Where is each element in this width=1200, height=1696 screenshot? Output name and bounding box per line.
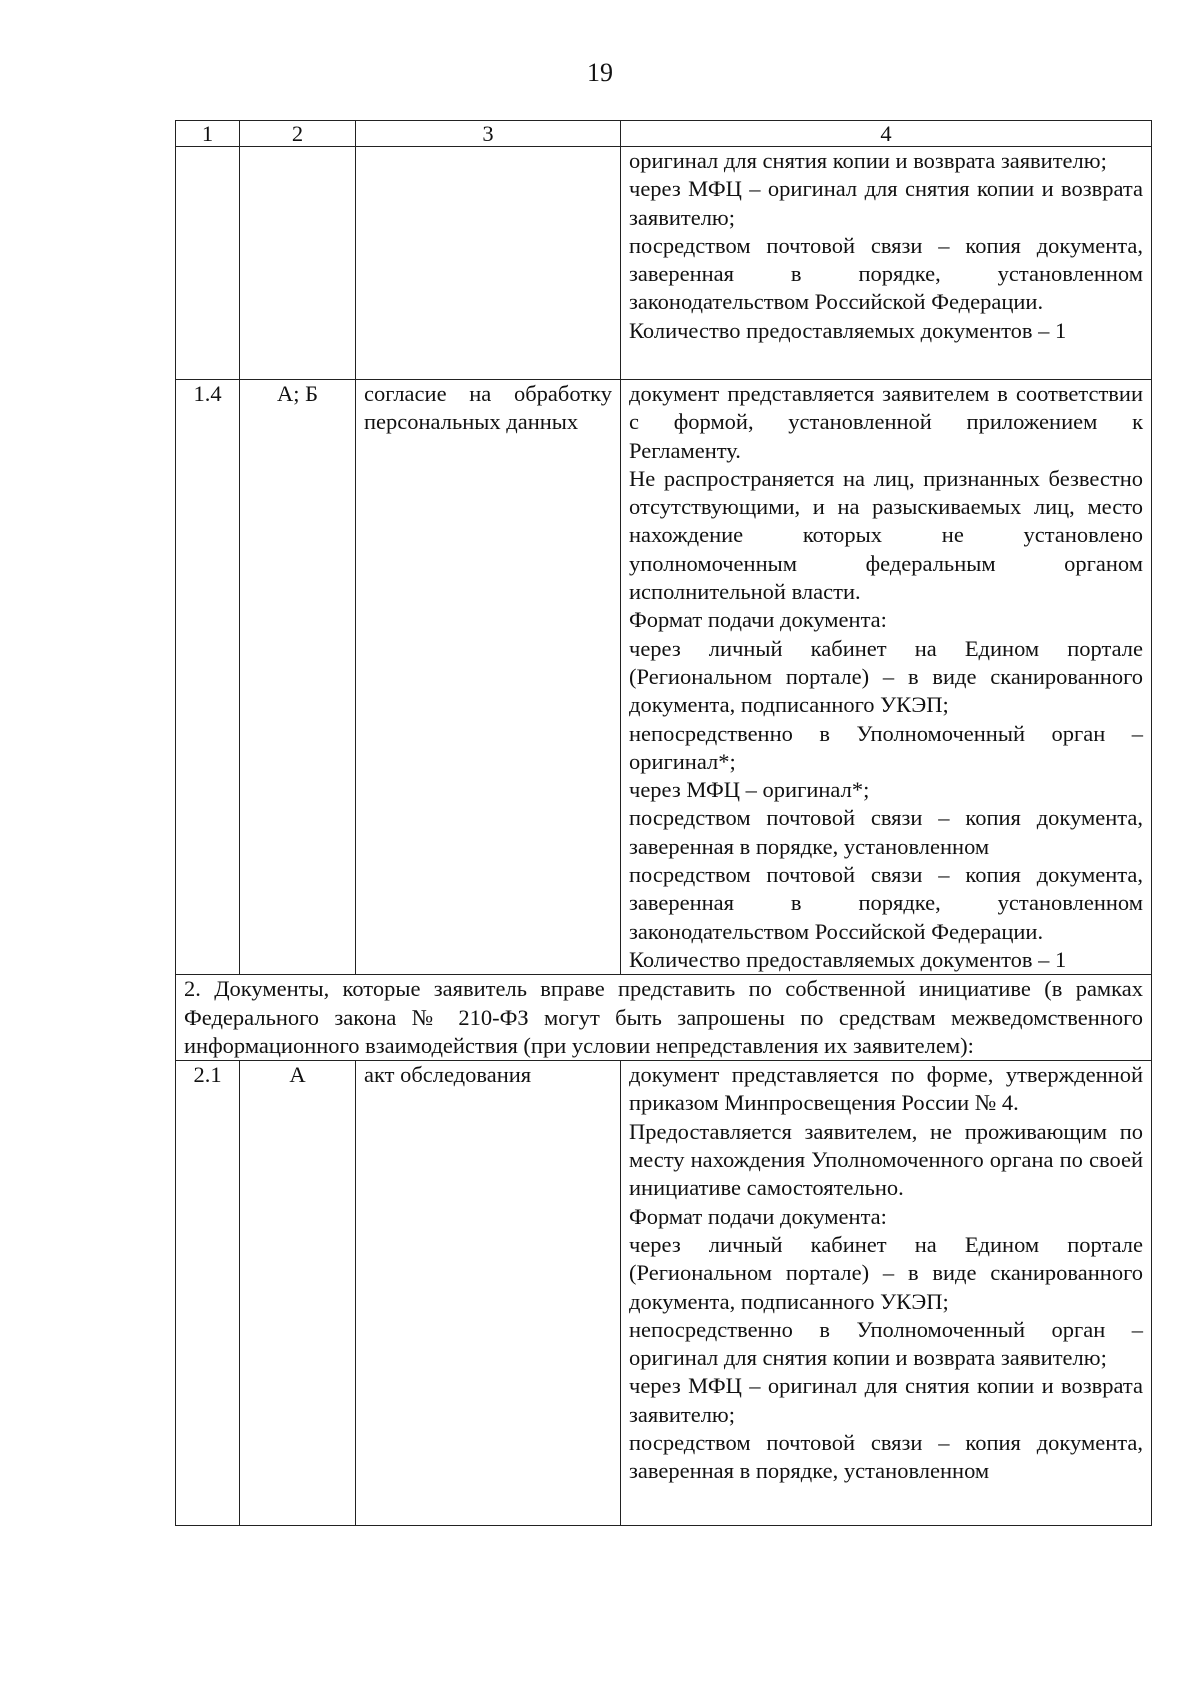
detail-line: посредством почтовой связи – копия документа, заверенная в порядке, установленном — [629, 805, 1143, 859]
table-row — [176, 1061, 1152, 1526]
detail-line: через МФЦ – оригинал для снятия копии и возврата заявителю; — [629, 1373, 1143, 1427]
detail-line: посредством почтовой связи – копия документа, заверенная в порядке, установленном законодательством Российской Федерации. — [629, 232, 1143, 315]
header-col-3: 3 — [356, 121, 621, 147]
detail-line: Формат подачи документа: — [629, 1203, 887, 1229]
row-number: 2.1 — [176, 1061, 240, 1526]
detail-line: через МФЦ – оригинал*; — [629, 777, 870, 803]
submission-details — [621, 147, 1152, 380]
header-col-1: 1 — [176, 121, 240, 147]
detail-line: Количество предоставляемых документов – 1 — [629, 946, 1067, 972]
table-row — [176, 380, 1152, 975]
detail-line: Не распространяется на лиц, признанных безвестно отсутствующими, и на разыскиваемых лиц, место нахождение которых не установлено уполномоченным федеральным органом исполнительной власти. — [629, 465, 1143, 605]
detail-line: документ представляется заявителем в соответствии с формой, установленной приложением к Регламенту. — [629, 381, 1143, 463]
section-heading: 2. Документы, которые заявитель вправе представить по собственной инициативе (в рамках Федерального закона № 210-ФЗ могут быть запрошены по средствам межведомственного информационного взаимодействия (при условии непредставления их заявителем): — [176, 975, 1152, 1061]
header-row — [176, 121, 1152, 147]
detail-line: Формат подачи документа: — [629, 607, 887, 633]
detail-line: через личный кабинет на Едином портале (Региональном портале) – в виде сканированного документа, подписанного УКЭП; — [629, 1231, 1143, 1314]
document-name: акт обследования — [356, 1061, 621, 1526]
detail-line: документ представляется по форме, утвержденной приказом Минпросвещения России № 4. — [629, 1062, 1143, 1116]
applicant-category — [240, 147, 356, 380]
section-row — [176, 975, 1152, 1061]
applicant-category: А — [240, 1061, 356, 1526]
table-row — [176, 147, 1152, 380]
header-col-4: 4 — [621, 121, 1152, 147]
detail-line: через МФЦ – оригинал для снятия копии и возврата заявителю; — [629, 176, 1143, 230]
page-number: 19 — [587, 58, 613, 87]
applicant-category: А; Б — [240, 380, 356, 975]
detail-line: оригинал для снятия копии и возврата заявителю; — [629, 148, 1107, 173]
document-name: согласие на обработку персональных данных — [356, 380, 621, 975]
row-number — [176, 147, 240, 380]
document-name — [356, 147, 621, 380]
detail-line: через личный кабинет на Едином портале (Региональном портале) – в виде сканированного документа, подписанного УКЭП; — [629, 635, 1143, 718]
submission-details — [621, 1061, 1152, 1526]
requirements-table — [175, 120, 1152, 1526]
detail-line: непосредственно в Уполномоченный орган – оригинал*; — [629, 720, 1143, 774]
header-col-2: 2 — [240, 121, 356, 147]
row-number: 1.4 — [176, 380, 240, 975]
detail-line: посредством почтовой связи – копия документа, заверенная в порядке, установленном — [629, 1429, 1143, 1484]
detail-line: Предоставляется заявителем, не проживающим по месту нахождения Уполномоченного органа по своей инициативе самостоятельно. — [629, 1118, 1143, 1201]
detail-line: посредством почтовой связи – копия документа, заверенная в порядке, установленном законодательством Российской Федерации. — [629, 862, 1143, 944]
submission-details — [621, 380, 1152, 975]
detail-line: Количество предоставляемых документов – 1 — [629, 317, 1067, 343]
detail-line: непосредственно в Уполномоченный орган – оригинал для снятия копии и возврата заявителю; — [629, 1316, 1143, 1371]
